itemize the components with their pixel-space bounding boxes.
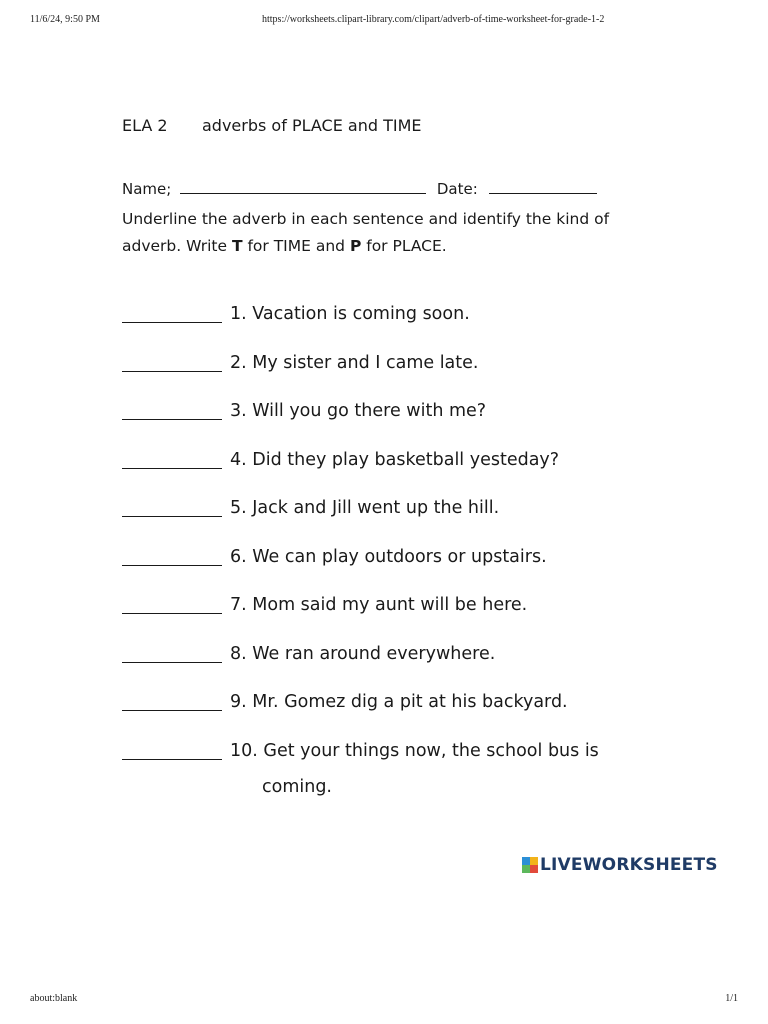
question-item	[122, 642, 682, 691]
print-url: https://worksheets.clipart-library.com/clipart/adverb-of-time-worksheet-for-grade-1-2	[262, 14, 605, 25]
question-sentence-line-2: coming.	[262, 776, 332, 797]
question-item	[122, 302, 682, 351]
answer-blank[interactable]	[122, 690, 222, 711]
question-item	[122, 496, 682, 545]
answer-blank[interactable]	[122, 302, 222, 323]
question-item	[122, 545, 682, 594]
name-label: Name;	[122, 180, 172, 198]
instructions-text-3: for PLACE.	[361, 237, 447, 255]
answer-blank[interactable]	[122, 351, 222, 372]
course-label: ELA 2	[122, 116, 168, 135]
answer-blank[interactable]	[122, 448, 222, 469]
answer-blank[interactable]	[122, 593, 222, 614]
answer-blank[interactable]	[122, 399, 222, 420]
question-sentence: 6. We can play outdoors or upstairs.	[230, 546, 547, 567]
logo-square-red	[530, 865, 538, 873]
date-label: Date:	[436, 180, 478, 198]
worksheet	[122, 116, 682, 815]
question-item	[122, 739, 682, 799]
question-sentence: 1. Vacation is coming soon.	[230, 304, 470, 324]
question-sentence: 8. We ran around everywhere.	[230, 643, 496, 664]
question-item	[122, 399, 682, 448]
liveworksheets-logo-text: LIVEWORKSHEETS	[540, 855, 718, 875]
question-sentence: 2. My sister and I came late.	[230, 352, 479, 373]
question-sentence: 4. Did they play basketball yesteday?	[230, 449, 560, 470]
question-sentence: 9. Mr. Gomez dig a pit at his backyard.	[230, 692, 568, 712]
answer-blank[interactable]	[122, 496, 222, 517]
question-item	[122, 448, 682, 497]
liveworksheets-logo-icon	[522, 857, 538, 873]
question-sentence: 7. Mom said my aunt will be here.	[230, 595, 528, 615]
logo-square-green	[522, 865, 530, 873]
instructions-bold-t: T	[231, 237, 243, 255]
date-blank-line[interactable]	[489, 178, 597, 194]
question-sentence: 5. Jack and Jill went up the hill.	[230, 498, 500, 518]
logo-square-blue	[522, 857, 530, 865]
question-list	[122, 302, 682, 799]
question-item	[122, 351, 682, 400]
print-date: 11/6/24, 9:50 PM	[30, 14, 100, 25]
logo-square-yellow	[530, 857, 538, 865]
instructions	[122, 206, 642, 260]
print-page-number: 1/1	[725, 993, 738, 1004]
instructions-bold-p: P	[349, 237, 362, 255]
question-sentence	[230, 739, 599, 799]
question-sentence-line-1: 10. Get your things now, the school bus is	[230, 740, 599, 761]
name-blank-line[interactable]	[180, 178, 426, 194]
answer-blank[interactable]	[122, 545, 222, 566]
print-footer-url: about:blank	[30, 993, 78, 1004]
answer-blank[interactable]	[122, 739, 222, 760]
liveworksheets-logo	[522, 855, 718, 875]
instructions-text-2: for TIME and	[242, 237, 350, 255]
worksheet-title-row	[122, 116, 682, 138]
worksheet-title: adverbs of PLACE and TIME	[202, 116, 422, 135]
question-item	[122, 593, 682, 642]
instructions-text-1: Underline the adverb in each sentence and identify the kind of adverb. Write	[122, 210, 610, 255]
question-sentence: 3. Will you go there with me?	[230, 401, 487, 421]
question-item	[122, 690, 682, 739]
answer-blank[interactable]	[122, 642, 222, 663]
name-date-row	[122, 178, 682, 200]
